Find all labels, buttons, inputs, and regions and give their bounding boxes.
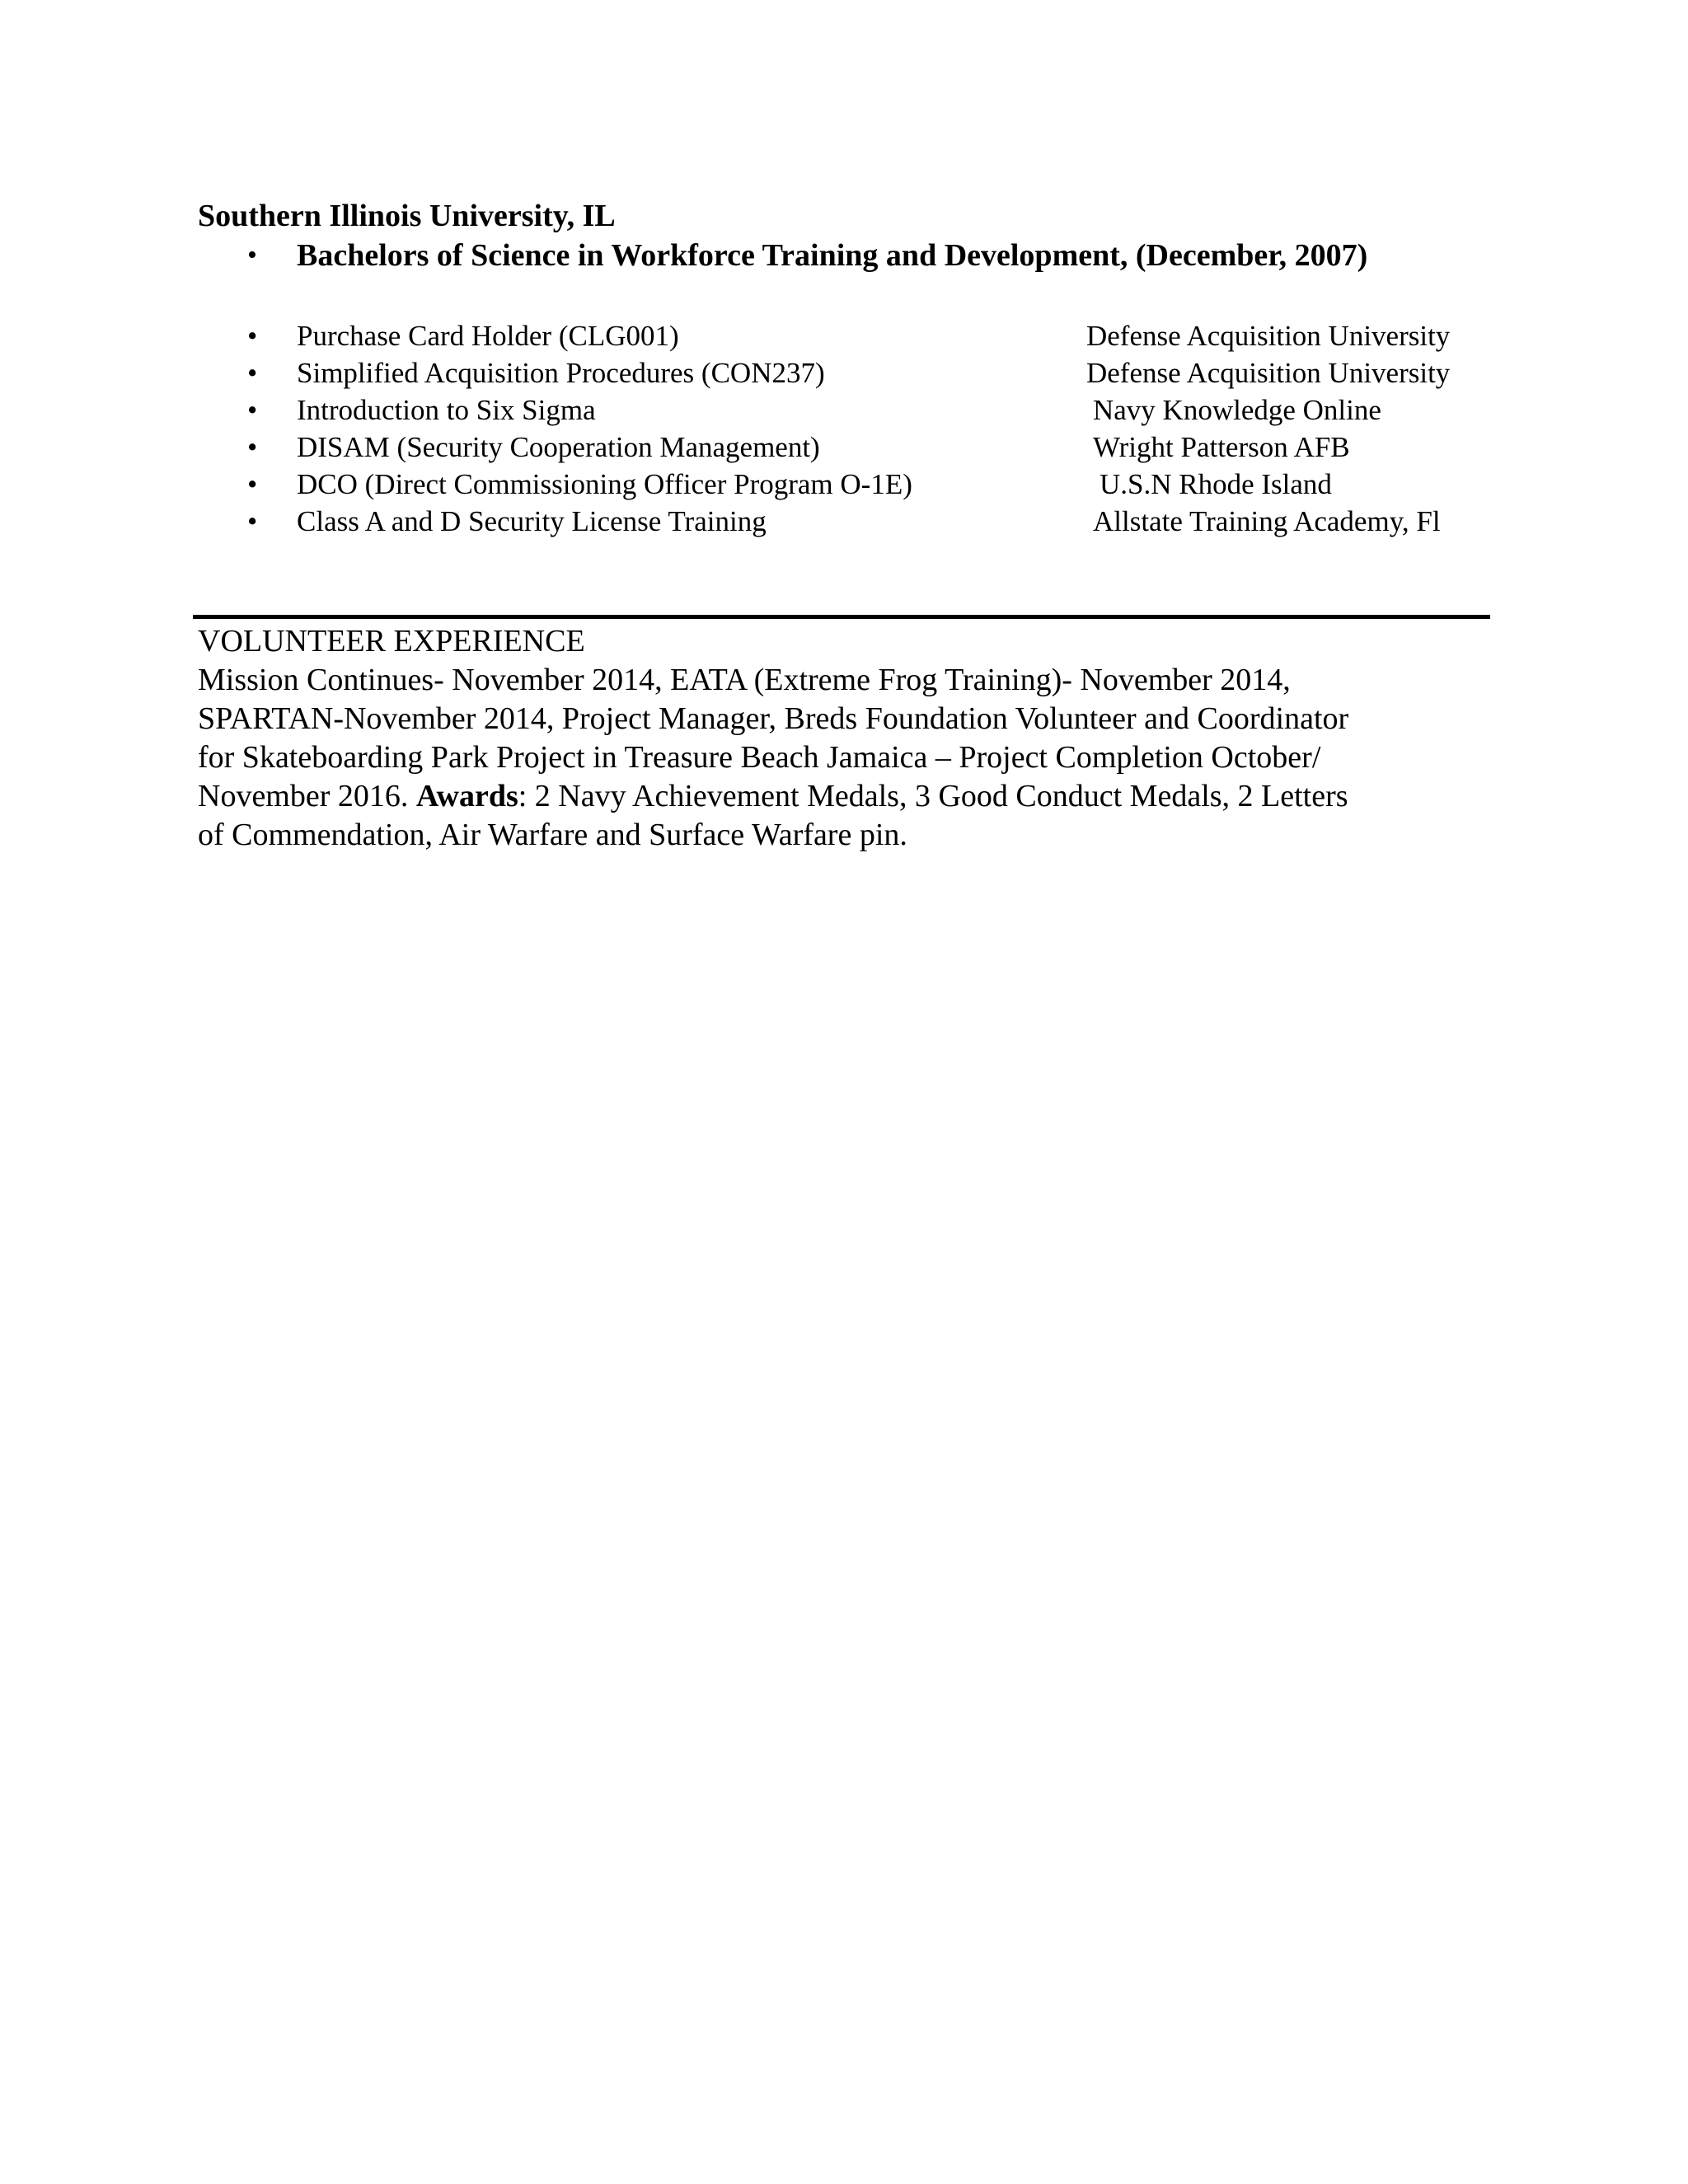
course-name: Introduction to Six Sigma bbox=[297, 394, 596, 426]
course-provider: U.S.N Rhode Island bbox=[1100, 468, 1332, 500]
course-provider: Navy Knowledge Online bbox=[1093, 394, 1381, 426]
bullet-icon: • bbox=[247, 394, 258, 426]
awards-label: Awards bbox=[415, 779, 518, 813]
course-list bbox=[247, 317, 1500, 540]
course-item bbox=[247, 429, 1500, 466]
section-divider bbox=[193, 615, 1490, 619]
section-heading: VOLUNTEER EXPERIENCE bbox=[198, 624, 585, 658]
course-item bbox=[247, 391, 1500, 429]
bullet-icon: • bbox=[247, 468, 258, 500]
course-name: DISAM (Security Cooperation Management) bbox=[297, 431, 820, 463]
bullet-icon: • bbox=[247, 431, 258, 463]
awards-text: : 2 Navy Achievement Medals, 3 Good Conduct Medals, 2 Letters bbox=[518, 779, 1348, 813]
description-line: of Commendation, Air Warfare and Surface Warfare pin. bbox=[198, 818, 907, 852]
description-line-awards bbox=[198, 777, 1492, 816]
description-line: SPARTAN-November 2014, Project Manager, Breds Foundation Volunteer and Coordinator bbox=[198, 701, 1349, 736]
course-provider: Wright Patterson AFB bbox=[1093, 431, 1350, 463]
description-text: November 2016. bbox=[198, 779, 416, 813]
course-item bbox=[247, 466, 1500, 503]
course-item bbox=[247, 354, 1500, 391]
bullet-icon: • bbox=[247, 240, 257, 270]
course-provider: Allstate Training Academy, Fl bbox=[1093, 505, 1441, 537]
volunteer-description bbox=[198, 661, 1492, 855]
course-provider: Defense Acquisition University bbox=[1086, 357, 1451, 389]
description-line: Mission Continues- November 2014, EATA (Extreme Frog Training)- November 2014, bbox=[198, 663, 1291, 697]
course-name: Class A and D Security License Training bbox=[297, 505, 767, 537]
course-item bbox=[247, 503, 1500, 540]
course-name: Purchase Card Holder (CLG001) bbox=[297, 320, 679, 352]
description-line: for Skateboarding Park Project in Treasure Beach Jamaica – Project Completion October/ bbox=[198, 740, 1321, 775]
course-provider: Defense Acquisition University bbox=[1086, 320, 1451, 352]
school-name: Southern Illinois University, IL bbox=[198, 199, 616, 233]
bullet-icon: • bbox=[247, 320, 258, 352]
course-name: Simplified Acquisition Procedures (CON237) bbox=[297, 357, 825, 389]
course-name: DCO (Direct Commissioning Officer Program O-1E) bbox=[297, 468, 912, 500]
course-item bbox=[247, 317, 1500, 354]
bullet-icon: • bbox=[247, 505, 258, 537]
degree-title: Bachelors of Science in Workforce Training and Development, (December, 2007) bbox=[297, 238, 1368, 273]
bullet-icon: • bbox=[247, 357, 258, 389]
